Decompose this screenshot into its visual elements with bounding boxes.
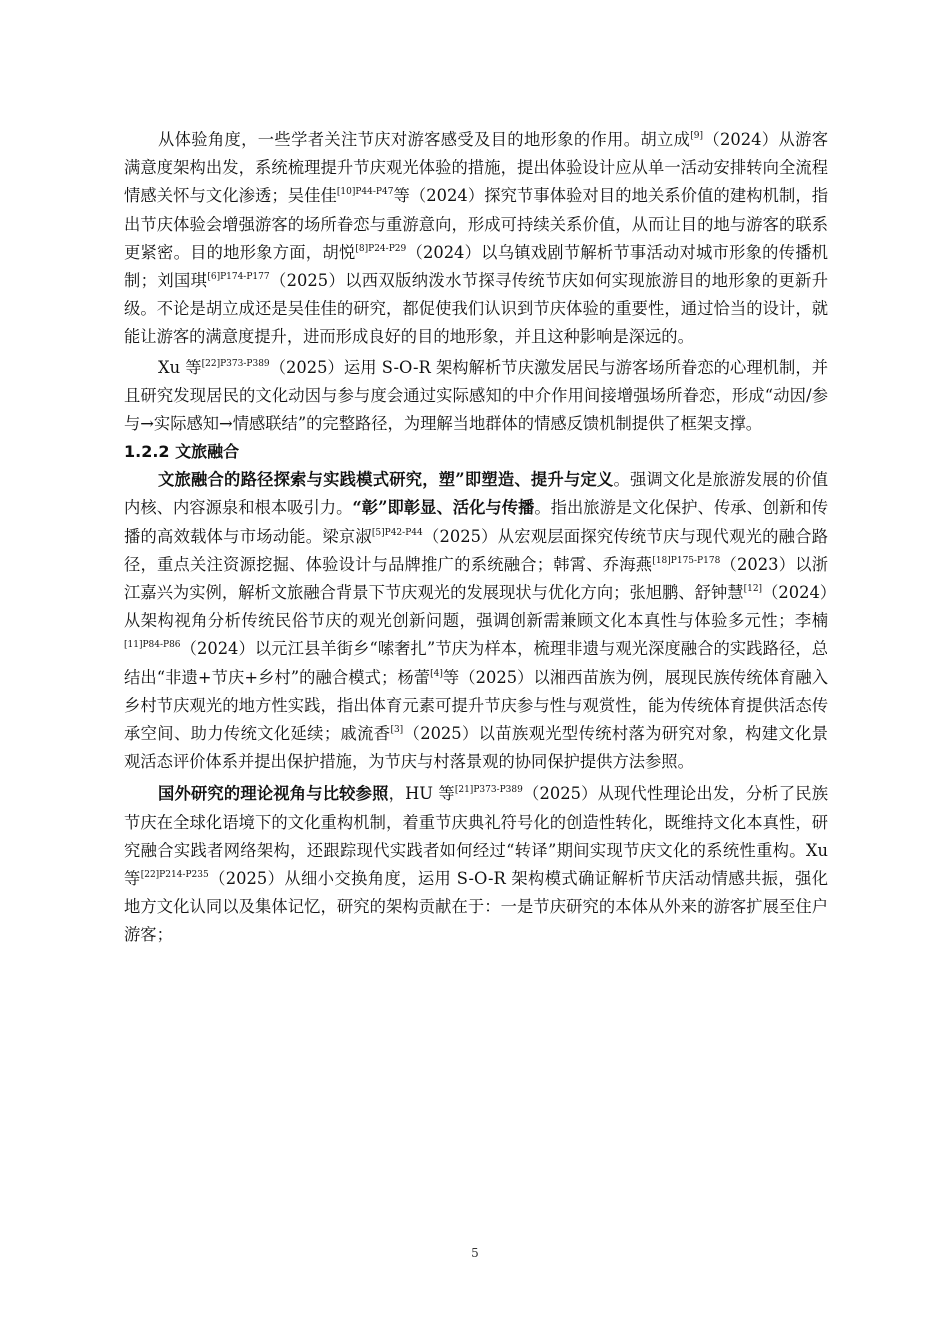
paragraph-foreign-research: 国外研究的理论视角与比较参照，HU 等$^{[21]P373-P389}$（2025）从现代性理论出发，分析了民族节庆在全球化语境下的文化重构机制，着重节庆典礼符号化的创造性转化，既维持文化本真性，研究融合实践者网络架构，还跟踪现代实践者如何经过“转译”期间实现节庆文化的系统性重构。Xu 等$^{[22]P214-P235}$（2025）从细小交换角度，运用 S-O-R 架构模式确证解析节庆活动情感共振，强化地方文化认同以及集体记忆，研究的架构贡献在于：一是节庆研究的本体从外来的游客扩展至住户游客； (124, 784, 828, 945)
citation: [21]P373-P389 (454, 785, 523, 796)
citation: [22]P214-P235 (140, 870, 209, 881)
paragraph-culture-tourism: 文旅融合的路径探索与实践模式研究，塑”即塑造、提升与定义。强调文化是旅游发展的价值内核、内容源泉和根本吸引力。“彰”即彰显、活化与传播。指出旅游是文化保护、传承、创新和传播的高效载体与市场动能。梁京淑$^{[5]P42-P44}$（2025）从宏观层面探究传统节庆与现代观光的融合路径，重点关注资源挖掘、体验设计与品牌推广的系统融合；韩霄、乔海燕$^{[18]P175-P178}$（2023）以浙江嘉兴为实例，解析文旅融合背景下节庆观光的发展现状与优化方向；张旭鹏、舒钟慧[12]（2024）从架构视角分析传统民俗节庆的观光创新问题，强调创新需兼顾文化本真性与体验多元性；李楠$^{[11]P84-P86}$（2024）以元江县羊街乡“嗦奢扎”节庆为样本，梳理非遗与观光深度融合的实践路径，总结出“非遗+节庆+乡村”的融合模式；杨蕾[4]等（2025）以湘西苗族为例，展现民族传统体育融入乡村节庆观光的地方性实践，指出体育元素可提升节庆参与性与观赏性，能为传统体育提供活态传承空间、助力传统文化延续；戚流香[3]（2025）以苗族观光型传统村落为研究对象，构建文化景观活态评价体系并提出保护措施，为节庆与村落景观的协同保护提供方法参照。 (124, 470, 829, 772)
citation: [4] (430, 668, 443, 679)
paragraph-experience: 从体验角度，一些学者关注节庆对游客感受及目的地形象的作用。胡立成[9]（2024）从游客满意度架构出发，系统梳理提升节庆观光体验的措施，提出体验设计应从单一活动安排转向全流程情感关怀与文化渗透；吴佳佳$^{[10]P44-P47}$等（2024）探究节事体验对目的地关系价值的建构机制，指出节庆体验会增强游客的场所眷恋与重游意向，形成可持续关系价值，从而让目的地与游客的联系更紧密。目的地形象方面，胡悦$^{[8]P24-P29}$（2024）以乌镇戏剧节解析节事活动对城市形象的传播机制；刘国琪$^{[6]P174-P177}$（2025）以西双版纳泼水节探寻传统节庆如何实现旅游目的地形象的更新升级。不论是胡立成还是吴佳佳的研究，都促使我们认识到节庆体验的重要性，通过恰当的设计，就能让游客的满意度提升，进而形成良好的目的地形象，并且这种影响是深远的。 (124, 130, 829, 347)
citation: [8]P24-P29 (355, 243, 407, 254)
page-number: 5 (471, 1246, 479, 1260)
citation: [3] (390, 725, 404, 736)
citation: [6]P174-P177 (207, 272, 270, 283)
document-page (124, 126, 828, 950)
citation: [11]P84-P86 (124, 640, 181, 651)
citation: [5]P42-P44 (371, 527, 423, 538)
citation: [10]P44-P47 (336, 187, 394, 198)
citation: [12] (743, 584, 763, 595)
section-heading: 1.2.2 文旅融合 (124, 442, 240, 462)
citation: [18]P175-P178 (652, 555, 721, 566)
paragraph-xu: Xu 等$^{[22]P373-P389}$（2025）运用 S-O-R 架构解析节庆激发居民与游客场所眷恋的心理机制，并且研究发现居民的文化动因与参与度会通过实际感知的中介作用间接增强场所眷恋，形成“动因/参与→实际感知→情感联结”的完整路径，为理解当地群体的情感反馈机制提供了框架支撑。 (124, 357, 828, 434)
citation: [9] (690, 131, 704, 141)
citation: [22]P373-P389 (201, 358, 270, 369)
